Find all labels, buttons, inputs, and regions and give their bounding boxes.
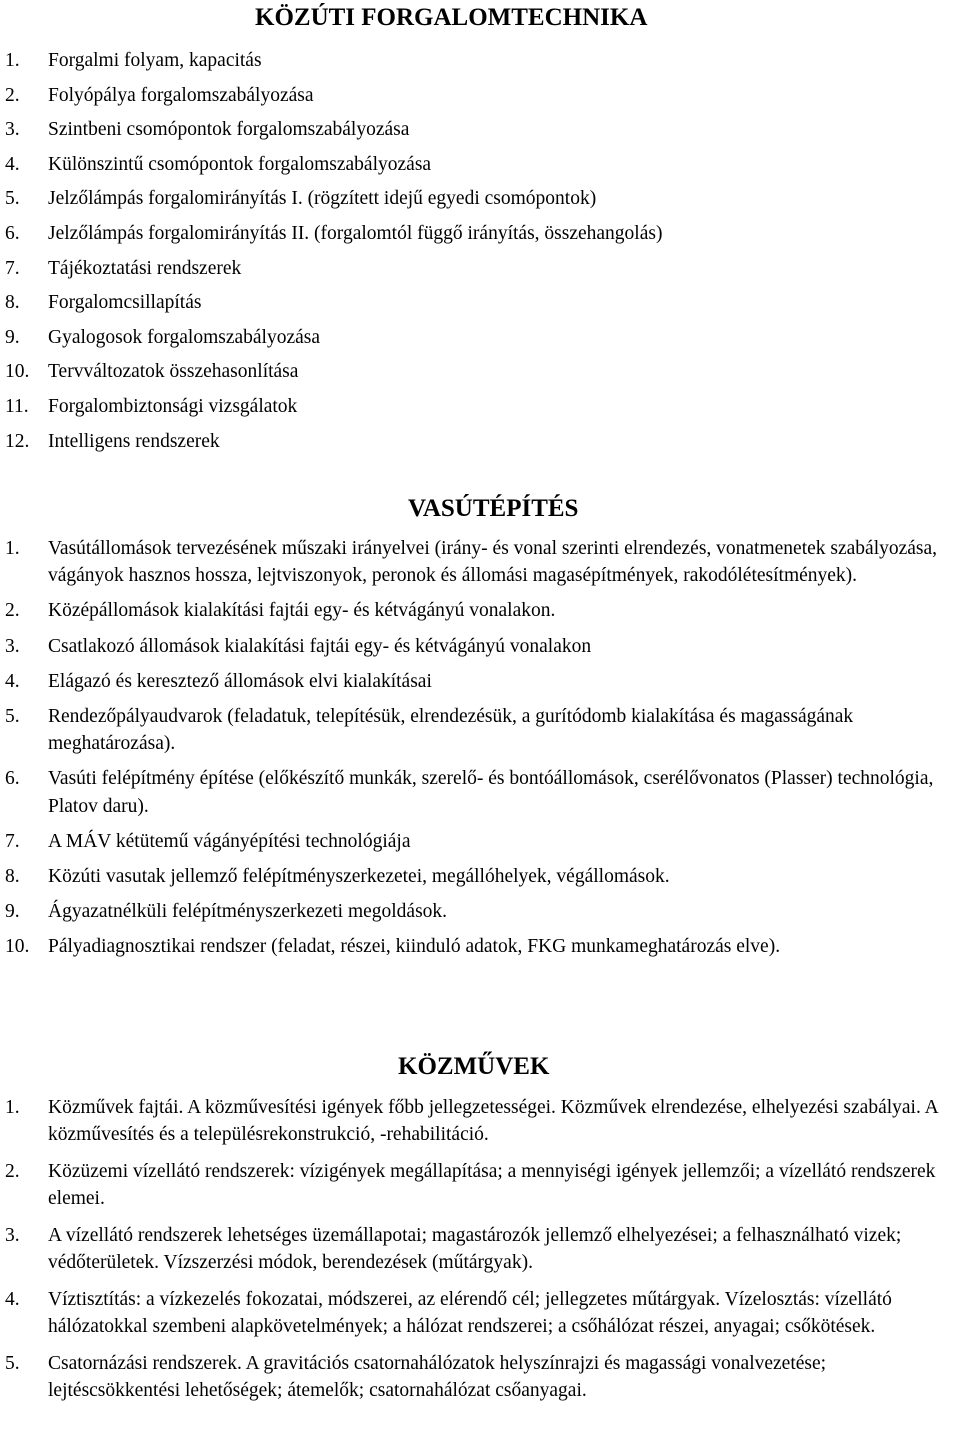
item-text: Vasútállomások tervezésének műszaki irányelvei (irány- és vonal szerinti elrendezés, vonatmenetek szabályozása, vágányok hasznos hossza, lejtviszonyok, peronok és állomási magasépítmények, rakodólétesítmények). [48,538,938,587]
list-item [0,1350,960,1404]
item-number: 11. [5,395,29,417]
item-number: 10. [5,936,30,958]
list-item [0,828,960,855]
item-text: Gyalogosok forgalomszabályozása [48,326,321,348]
topic-list-kozuti-forgalomtechnika [0,47,960,462]
item-number: 9. [5,901,20,923]
item-text: Közüzemi vízellátó rendszerek: vízigények megállapítása; a mennyiségi igények jellemzői; a vízellátó rendszerek elemei. [48,1160,936,1210]
item-number: 2. [5,1160,20,1182]
item-text: Szintbeni csomópontok forgalomszabályozása [48,119,410,141]
list-item [0,1222,960,1276]
list-item [0,358,960,393]
list-item [0,933,960,960]
list-item [0,1286,960,1340]
item-text: Közúti vasutak jellemző felépítményszerkezetei, megállóhelyek, végállomások. [48,866,670,888]
item-text: A MÁV kétütemű vágányépítési technológiája [48,830,411,852]
item-number: 8. [5,866,20,888]
item-number: 1. [5,50,20,71]
item-text: Középállomások kialakítási fajtái egy- és kétvágányú vonalakon. [48,600,556,622]
item-text: Jelzőlámpás forgalomirányítás I. (rögzített idejű egyedi csomópontok) [48,188,597,210]
item-number: 5. [5,1352,20,1374]
item-text: Folyópálya forgalomszabályozása [48,84,314,106]
item-number: 2. [5,600,20,622]
item-number: 3. [5,119,20,141]
item-number: 1. [5,1097,20,1118]
list-item [0,324,960,359]
item-text: Forgalombiztonsági vizsgálatok [48,395,298,417]
item-text: Pályadiagnosztikai rendszer (feladat, részei, kiinduló adatok, FKG munkameghatározás elve). [48,936,781,958]
item-text: Tájékoztatási rendszerek [48,257,242,279]
list-item [0,185,960,220]
item-text: Forgalomcsillapítás [48,292,202,314]
list-item [0,428,960,463]
item-number: 3. [5,635,20,657]
item-text: Csatornázási rendszerek. A gravitációs csatornahálózatok helyszínrajzi és magassági vonalvezetése; lejtéscsökkentési lehetőségek; átemelők; csatornahálózat csőanyagai. [48,1352,827,1401]
list-item [0,863,960,890]
list-item [0,597,960,624]
list-item [0,765,960,819]
item-number: 6. [5,768,20,790]
item-number: 8. [5,292,20,314]
item-text: Különszintű csomópontok forgalomszabályozása [48,153,432,175]
item-number: 10. [5,361,30,383]
item-number: 1. [5,538,20,559]
list-item [0,289,960,324]
item-text: Víztisztítás: a vízkezelés fokozatai, módszerei, az elérendő cél; jellegzetes műtárgyak. Vízelosztás: vízellátó hálózatokkal szembeni alapkövetelmények; a hálózat rendszerei; a csőhálózat részei, anyagai; csőkötések. [48,1288,892,1337]
section-title-kozmuvek: KÖZMŰVEK [398,1053,550,1080]
list-item [0,393,960,428]
item-number: 4. [5,670,20,692]
list-item [0,220,960,255]
item-number: 2. [5,84,20,106]
list-item [0,82,960,117]
item-number: 4. [5,1288,20,1310]
list-item [0,151,960,186]
list-item [0,47,960,82]
list-item [0,1158,960,1212]
item-text: Vasúti felépítmény építése (előkészítő munkák, szerelő- és bontóállomások, cserélővonatos (Plasser) technológia, Platov daru). [48,768,934,817]
list-item [0,535,960,589]
item-number: 4. [5,153,20,175]
item-text: Intelligens rendszerek [48,430,220,452]
item-number: 7. [5,257,20,279]
item-number: 7. [5,830,20,852]
item-text: Forgalmi folyam, kapacitás [48,50,262,71]
item-text: Ágyazatnélküli felépítményszerkezeti megoldások. [48,901,448,923]
topic-list-vasutepites [0,535,960,969]
item-number: 3. [5,1224,20,1246]
section-title-kozuti-forgalomtechnika: KÖZÚTI FORGALOMTECHNIKA [255,4,648,31]
list-item [0,703,960,757]
item-number: 9. [5,326,20,348]
item-text: A vízellátó rendszerek lehetséges üzemállapotai; magastározók jellemző elhelyezései; a felhasználható vizek; védőterületek. Vízszerzési módok, berendezések (műtárgyak). [48,1224,902,1274]
item-number: 6. [5,222,20,244]
item-number: 5. [5,706,20,728]
item-number: 5. [5,188,20,210]
item-text: Rendezőpályaudvarok (feladatuk, telepítésük, elrendezésük, a gurítódomb kialakítása és magasságának meghatározása). [48,706,854,755]
item-text: Elágazó és keresztező állomások elvi kialakításai [48,670,432,692]
item-text: Csatlakozó állomások kialakítási fajtái egy- és kétvágányú vonalakon [48,635,592,657]
list-item [0,255,960,290]
list-item [0,633,960,660]
section-title-vasutepites: VASÚTÉPÍTÉS [408,495,579,522]
item-text: Tervváltozatok összehasonlítása [48,361,299,383]
list-item [0,116,960,151]
list-item [0,668,960,695]
item-text: Jelzőlámpás forgalomirányítás II. (forgalomtól függő irányítás, összehangolás) [48,222,663,244]
topic-list-kozmuvek [0,1094,960,1414]
item-text: Közművek fajtái. A közművesítési igények főbb jellegzetességei. Közművek elrendezése, elhelyezési szabályai. A közművesítés és a településrekonstrukció, -rehabilitáció. [48,1097,938,1146]
item-number: 12. [5,430,30,452]
list-item [0,1094,960,1148]
list-item [0,898,960,925]
